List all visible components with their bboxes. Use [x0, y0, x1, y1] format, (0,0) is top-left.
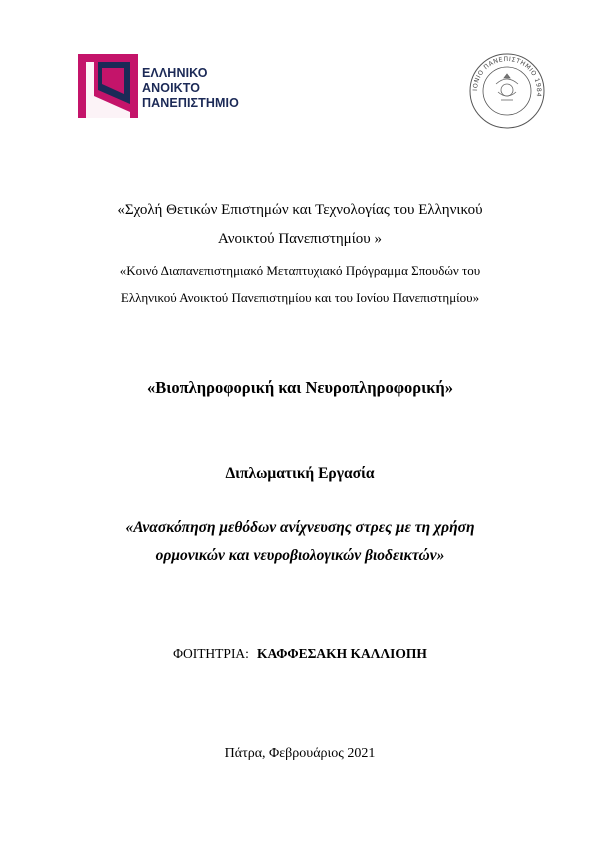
thesis-title-line-1: «Ανασκόπηση μεθόδων ανίχνευσης στρες με τη χρήση [125, 519, 475, 536]
hou-logo-mark [78, 54, 138, 118]
hou-logo-line: ΠΑΝΕΠΙΣΤΗΜΙΟ [142, 96, 239, 110]
hou-logo [78, 54, 253, 120]
school-name-line-2: Ανοικτού Πανεπιστημίου » [218, 231, 382, 247]
student-line [0, 646, 600, 662]
seal-text: ΙΟΝΙΟ ΠΑΝΕΠΙΣΤΗΜΙΟ 1984 [471, 55, 543, 98]
hou-logo-line: ΑΝΟΙΚΤΟ [142, 81, 201, 95]
program-name-line-2: Ελληνικού Ανοικτού Πανεπιστημίου και του Ιονίου Πανεπιστημίου» [120, 290, 480, 305]
place-date: Πάτρα, Φεβρουάριος 2021 [224, 746, 376, 761]
hou-logo-line: ΕΛΛΗΝΙΚΟ [142, 66, 208, 80]
document-type: Διπλωματική Εργασία [225, 465, 375, 482]
ionian-university-seal [468, 52, 546, 130]
student-name: ΚΑΦΦΕΣΑΚΗ ΚΑΛΛΙΟΠΗ [256, 646, 427, 661]
student-label: ΦΟΙΤΗΤΡΙΑ: [173, 646, 249, 661]
degree-title: «Βιοπληροφορική και Νευροπληροφορική» [147, 378, 453, 397]
program-name-line-1: «Κοινό Διαπανεπιστημιακό Μεταπτυχιακό Πρόγραμμα Σπουδών του [119, 263, 481, 278]
school-name-line-1: «Σχολή Θετικών Επιστημών και Τεχνολογίας του Ελληνικού [117, 202, 483, 218]
hou-logo-text [142, 66, 239, 111]
thesis-title-line-2: ορμονικών και νευροβιολογικών βιοδεικτών» [155, 547, 445, 564]
